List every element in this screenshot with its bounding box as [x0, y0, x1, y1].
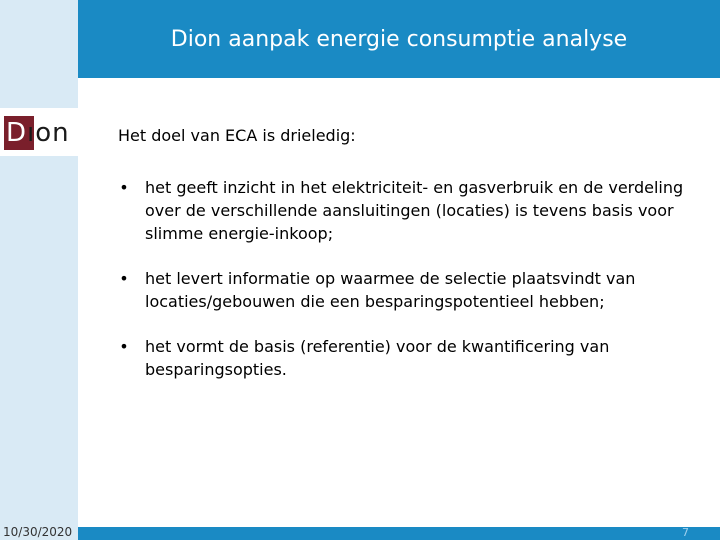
slide-title: Dion aanpak energie consumptie analyse [170, 27, 628, 52]
dion-logo [0, 108, 78, 156]
bullet-item [118, 267, 688, 313]
bullet-dot: • [119, 337, 129, 356]
bullet-list [118, 176, 688, 403]
bullet-text: het vormt de basis (referentie) voor de kwantificering van besparingsopties. [145, 337, 610, 379]
bullet-text: het levert informatie op waarmee de selectie plaatsvindt van locaties/gebouwen die een besparingspotentieel hebben; [145, 269, 636, 311]
bullet-text: het geeft inzicht in het elektriciteit- en gasverbruik en de verdeling over de verschillende aansluitingen (locaties) is tevens basis voor slimme energie-inkoop; [145, 178, 684, 243]
page-number: 7 [682, 526, 689, 539]
intro-text: Het doel van ECA is drieledig: [118, 126, 356, 145]
bullet-dot: • [119, 269, 129, 288]
footer-bar [78, 527, 720, 540]
slide-date: 10/30/2020 [3, 525, 73, 539]
left-side-panel [0, 0, 78, 540]
logo-text: Dıon [6, 118, 70, 148]
bullet-item [118, 335, 688, 381]
bullet-item [118, 176, 688, 245]
bullet-dot: • [119, 178, 129, 197]
